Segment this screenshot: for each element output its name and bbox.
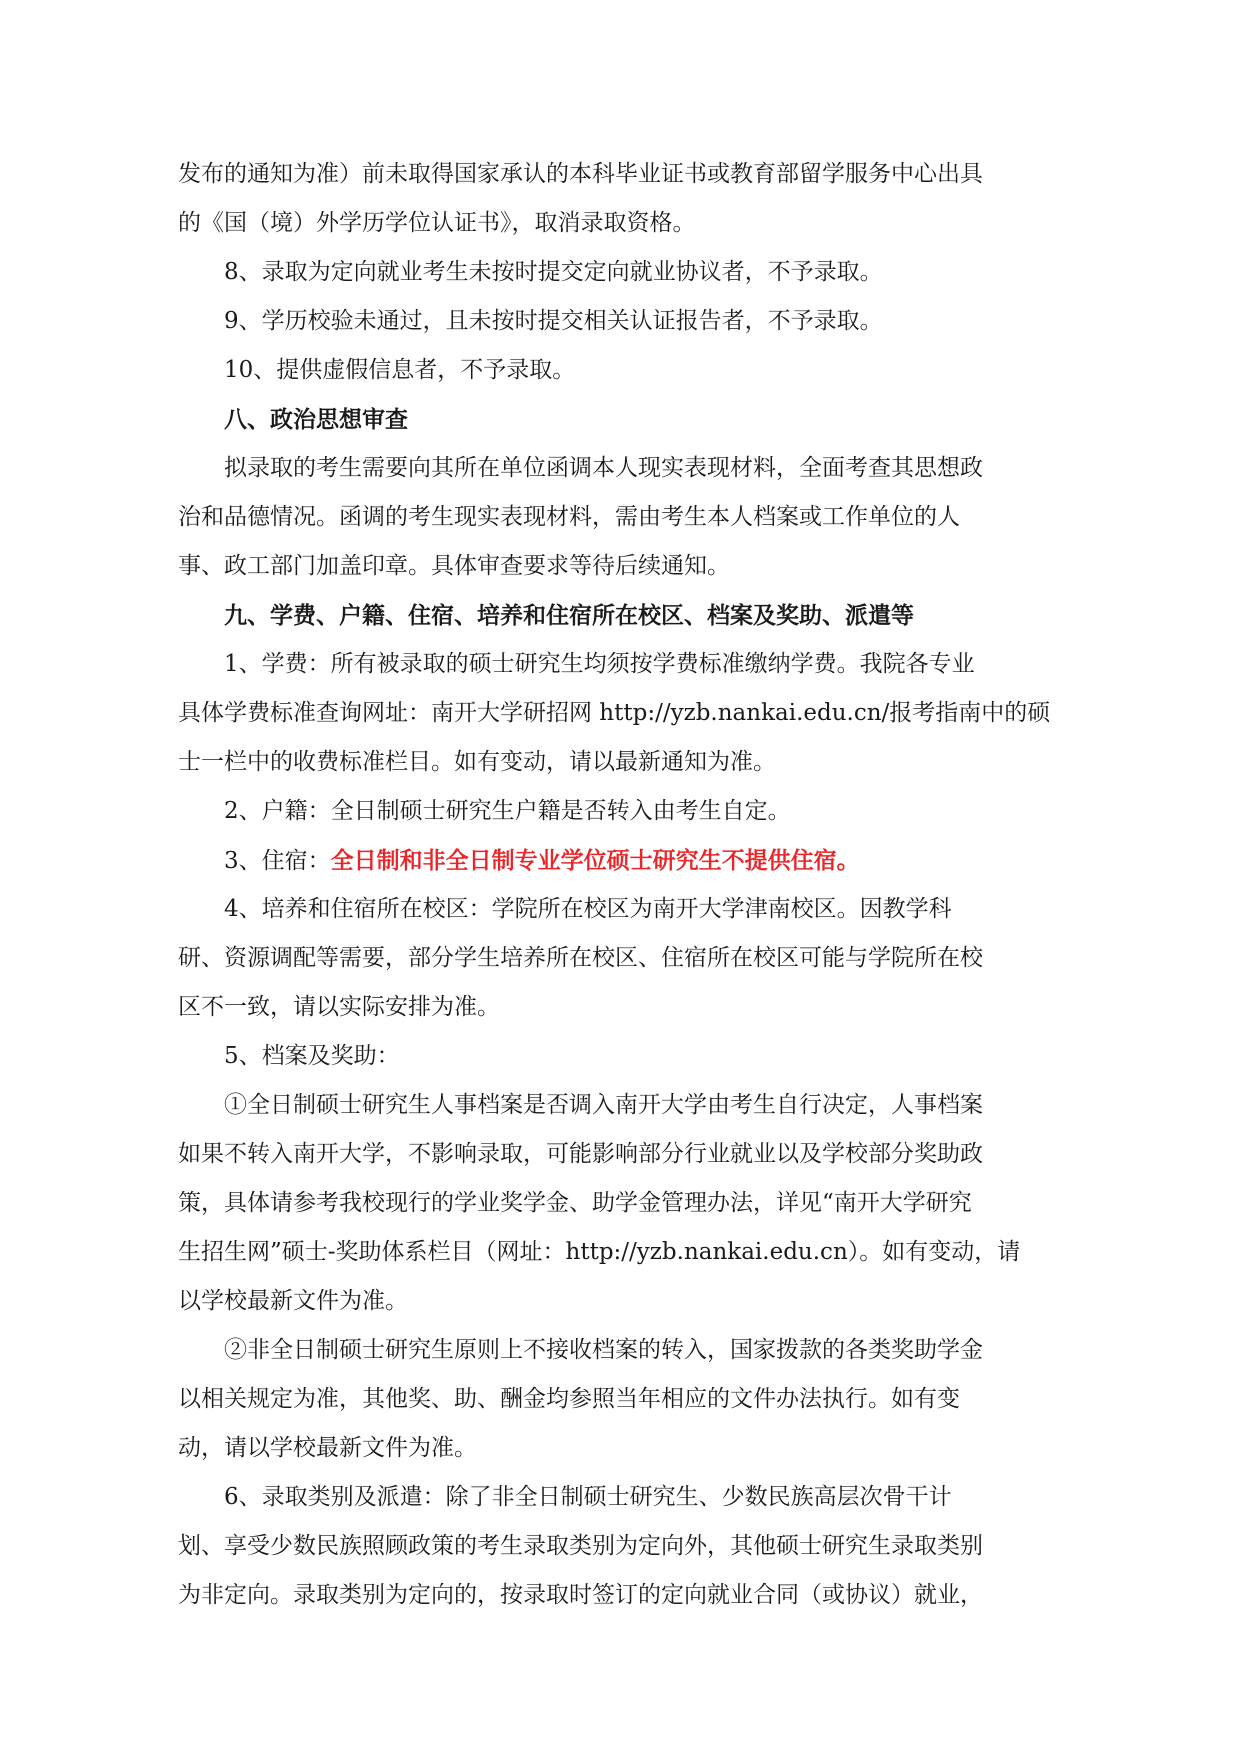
- text-line: 10、提供虚假信息者，不予录取。: [224, 357, 576, 383]
- text-line: 6、录取类别及派遣：除了非全日制硕士研究生、少数民族高层次骨干计: [224, 1484, 952, 1510]
- accommodation-line: [178, 836, 1058, 885]
- text-line: 9、学历校验未通过，且未按时提交相关认证报告者，不予录取。: [224, 308, 883, 334]
- text-line: 如果不转入南开大学，不影响录取，可能影响部分行业就业以及学校部分奖助政: [178, 1141, 983, 1167]
- text-line: 士一栏中的收费标准栏目。如有变动，请以最新通知为准。: [178, 749, 776, 775]
- text-line: 1、学费：所有被录取的硕士研究生均须按学费标准缴纳学费。我院各专业: [224, 651, 975, 677]
- section-heading-tuition-etc: 九、学费、户籍、住宿、培养和住宿所在校区、档案及奖助、派遣等: [224, 602, 914, 629]
- section-heading-political-review: 八、政治思想审查: [224, 406, 408, 433]
- text-line: 8、录取为定向就业考生未按时提交定向就业协议者，不予录取。: [224, 259, 883, 285]
- text-line: 具体学费标准查询网址：南开大学研招网 http://yzb.nankai.edu.cn/报考指南中的硕: [178, 700, 1051, 726]
- text-line: 发布的通知为准）前未取得国家承认的本科毕业证书或教育部留学服务中心出具: [178, 161, 983, 187]
- text-line: 以相关规定为准，其他奖、助、酬金均参照当年相应的文件办法执行。如有变: [178, 1386, 960, 1412]
- text-line: ①全日制硕士研究生人事档案是否调入南开大学由考生自行决定，人事档案: [224, 1092, 983, 1118]
- accommodation-label: 3、住宿：: [224, 848, 331, 874]
- text-line: 策，具体请参考我校现行的学业奖学金、助学金管理办法，详见“南开大学研究: [178, 1190, 972, 1216]
- body-text: [178, 150, 1058, 1620]
- text-line: 事、政工部门加盖印章。具体审查要求等待后续通知。: [178, 553, 730, 579]
- text-line: 区不一致，请以实际安排为准。: [178, 994, 500, 1020]
- text-line: 为非定向。录取类别为定向的，按录取时签订的定向就业合同（或协议）就业，: [178, 1582, 983, 1608]
- text-line: ②非全日制硕士研究生原则上不接收档案的转入，国家拨款的各类奖助学金: [224, 1337, 983, 1363]
- text-line: 生招生网”硕士-奖助体系栏目（网址：http://yzb.nankai.edu.cn）。如有变动，请: [178, 1239, 1021, 1265]
- accommodation-notice: 全日制和非全日制专业学位硕士研究生不提供住宿。: [330, 847, 860, 874]
- text-line: 以学校最新文件为准。: [178, 1288, 408, 1314]
- text-line: 研、资源调配等需要，部分学生培养所在校区、住宿所在校区可能与学院所在校: [178, 945, 983, 971]
- text-line: 治和品德情况。函调的考生现实表现材料，需由考生本人档案或工作单位的人: [178, 504, 960, 530]
- text-line: 4、培养和住宿所在校区：学院所在校区为南开大学津南校区。因教学科: [224, 896, 952, 922]
- text-line: 2、户籍：全日制硕士研究生户籍是否转入由考生自定。: [224, 798, 791, 824]
- text-line: 5、档案及奖助：: [224, 1043, 400, 1069]
- text-line: 的《国（境）外学历学位认证书》，取消录取资格。: [178, 210, 696, 236]
- text-line: 划、享受少数民族照顾政策的考生录取类别为定向外，其他硕士研究生录取类别: [178, 1533, 983, 1559]
- text-line: 动，请以学校最新文件为准。: [178, 1435, 477, 1461]
- text-line: 拟录取的考生需要向其所在单位函调本人现实表现材料，全面考查其思想政: [224, 455, 983, 481]
